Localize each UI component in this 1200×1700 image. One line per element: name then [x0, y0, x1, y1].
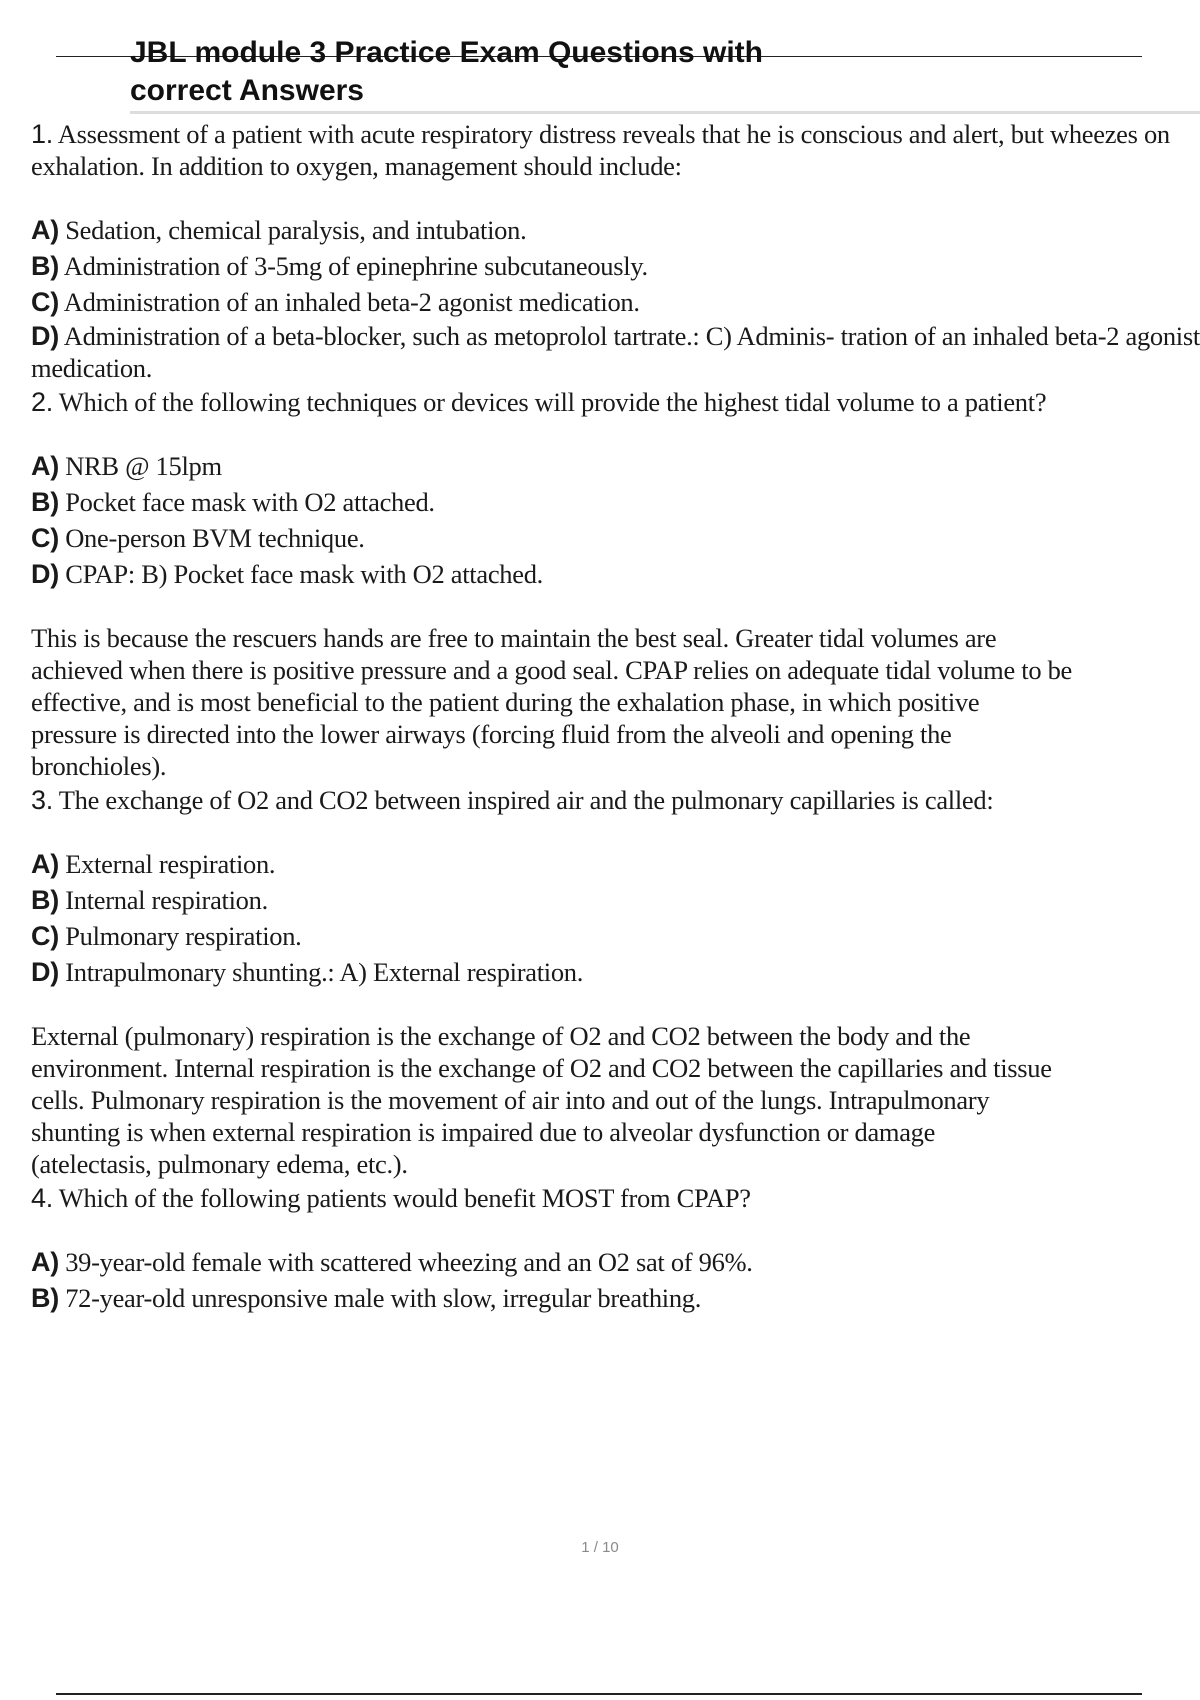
explanation-line: shunting is when external respiration is impaired due to alveolar dysfunction or damage — [31, 1117, 936, 1147]
explanation-line: (atelectasis, pulmonary edema, etc.). — [31, 1149, 408, 1179]
explanation-line: achieved when there is positive pressure and a good seal. CPAP relies on adequate tidal volume to be — [31, 655, 1073, 685]
option-text: Sedation, chemical paralysis, and intubation. — [65, 215, 527, 245]
question-stem: Which of the following techniques or devices will provide the highest tidal volume to a patient? — [58, 387, 1047, 417]
question-number: 3. — [31, 785, 53, 815]
question-4 — [31, 1182, 1200, 1316]
explanation-line: bronchioles). — [31, 751, 167, 781]
question-stem: The exchange of O2 and CO2 between inspired air and the pulmonary capillaries is called: — [58, 785, 994, 815]
option-text: Administration of 3-5mg of epinephrine subcutaneously. — [63, 251, 648, 281]
explanation-line: This is because the rescuers hands are free to maintain the best seal. Greater tidal volumes are — [31, 623, 997, 653]
question-2-options — [31, 448, 1200, 592]
question-stem: Assessment of a patient with acute respiratory distress reveals that he is conscious and alert, but wheezes on exhalation. In addition to oxygen, management should include: — [31, 119, 1170, 181]
question-number: 4. — [31, 1183, 53, 1213]
question-number: 2. — [31, 387, 53, 417]
option-text: NRB @ 15lpm — [65, 451, 222, 481]
option-letter: D) — [31, 321, 59, 351]
option-letter: C) — [31, 287, 59, 317]
document-body — [31, 118, 1200, 1316]
option-a — [31, 1244, 1200, 1280]
option-b — [31, 882, 1200, 918]
document-title-line-1: JBL module 3 Practice Exam Questions with — [130, 36, 763, 69]
option-letter: B) — [31, 487, 59, 517]
option-letter: D) — [31, 559, 59, 589]
option-d — [31, 954, 1200, 990]
question-4-text — [31, 1182, 1200, 1214]
option-text: External respiration. — [65, 849, 276, 879]
option-b — [31, 484, 1200, 520]
explanation-line: External (pulmonary) respiration is the exchange of O2 and CO2 between the body and the — [31, 1021, 971, 1051]
question-1 — [31, 118, 1200, 384]
option-letter: B) — [31, 251, 59, 281]
option-b — [31, 1280, 1200, 1316]
option-text: Administration of a beta-blocker, such as metoprolol tartrate.: C) Adminis- tration of an inhaled beta-2 agonist medication. — [31, 321, 1200, 383]
explanation-line: pressure is directed into the lower airways (forcing fluid from the alveoli and opening the — [31, 719, 952, 749]
option-letter: A) — [31, 849, 59, 879]
option-d — [31, 320, 1200, 384]
option-letter: A) — [31, 451, 59, 481]
option-a — [31, 448, 1200, 484]
question-3-text — [31, 784, 1200, 816]
option-d — [31, 556, 1200, 592]
question-3 — [31, 784, 1200, 1180]
document-title — [130, 34, 763, 110]
question-2-text — [31, 386, 1200, 418]
option-text: 72-year-old unresponsive male with slow, irregular breathing. — [65, 1283, 702, 1313]
option-a — [31, 846, 1200, 882]
option-text: Intrapulmonary shunting.: A) External respiration. — [65, 957, 584, 987]
page-indicator: 1 / 10 — [581, 1539, 619, 1556]
option-text: Pocket face mask with O2 attached. — [65, 487, 435, 517]
question-4-options — [31, 1244, 1200, 1316]
option-a — [31, 212, 1200, 248]
option-letter: B) — [31, 885, 59, 915]
option-b — [31, 248, 1200, 284]
question-stem: Which of the following patients would benefit MOST from CPAP? — [58, 1183, 751, 1213]
explanation-line: cells. Pulmonary respiration is the movement of air into and out of the lungs. Intrapulmonary — [31, 1085, 990, 1115]
option-letter: A) — [31, 1247, 59, 1277]
question-2-explanation — [31, 622, 1200, 782]
question-1-options — [31, 212, 1200, 384]
option-letter: B) — [31, 1283, 59, 1313]
explanation-line: environment. Internal respiration is the exchange of O2 and CO2 between the capillaries and tissue — [31, 1053, 1052, 1083]
option-text: CPAP: B) Pocket face mask with O2 attached. — [65, 559, 543, 589]
option-c — [31, 284, 1200, 320]
option-text: 39-year-old female with scattered wheezing and an O2 sat of 96%. — [65, 1247, 753, 1277]
question-number: 1. — [31, 119, 53, 149]
option-text: Administration of an inhaled beta-2 agonist medication. — [63, 287, 640, 317]
question-2 — [31, 386, 1200, 782]
option-letter: C) — [31, 523, 59, 553]
explanation-line: effective, and is most beneficial to the patient during the exhalation phase, in which positive — [31, 687, 980, 717]
document-title-line-2: correct Answers — [130, 74, 364, 107]
question-3-explanation — [31, 1020, 1200, 1180]
option-letter: A) — [31, 215, 59, 245]
option-text: Internal respiration. — [65, 885, 268, 915]
option-letter: C) — [31, 921, 59, 951]
question-3-options — [31, 846, 1200, 990]
question-1-text — [31, 118, 1200, 182]
option-text: Pulmonary respiration. — [65, 921, 302, 951]
footer-rule — [56, 1693, 1142, 1695]
option-letter: D) — [31, 957, 59, 987]
option-c — [31, 918, 1200, 954]
option-c — [31, 520, 1200, 556]
title-bottom-rule — [130, 111, 1200, 114]
option-text: One-person BVM technique. — [65, 523, 365, 553]
